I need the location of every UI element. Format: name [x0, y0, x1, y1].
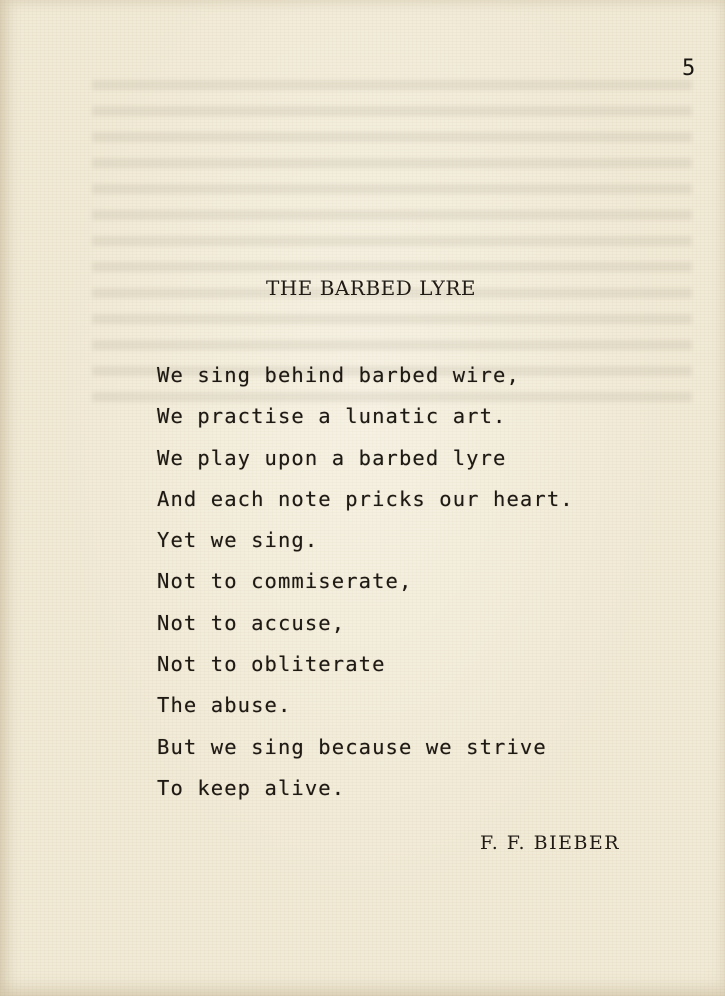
- poem-line: We sing behind barbed wire,: [157, 363, 520, 387]
- page-number: 5: [682, 56, 696, 81]
- poem-line: And each note pricks our heart.: [157, 486, 574, 511]
- poem-line: But we sing because we strive: [157, 734, 547, 759]
- poem-line: Not to accuse,: [157, 610, 346, 635]
- poem-line: Yet we sing.: [157, 528, 319, 553]
- poem-body: [157, 355, 574, 809]
- poem-line: The abuse.: [157, 693, 292, 718]
- poem-title: THE BARBED LYRE: [266, 276, 476, 300]
- poem-line: Not to obliterate: [157, 652, 386, 677]
- poem-line: Not to commiserate,: [157, 569, 413, 594]
- poem-line: To keep alive.: [157, 775, 346, 800]
- poem-line: We practise a lunatic art.: [157, 404, 507, 429]
- poem-line: We play upon a barbed lyre: [157, 445, 507, 470]
- poem-author: F. F. BIEBER: [480, 832, 621, 854]
